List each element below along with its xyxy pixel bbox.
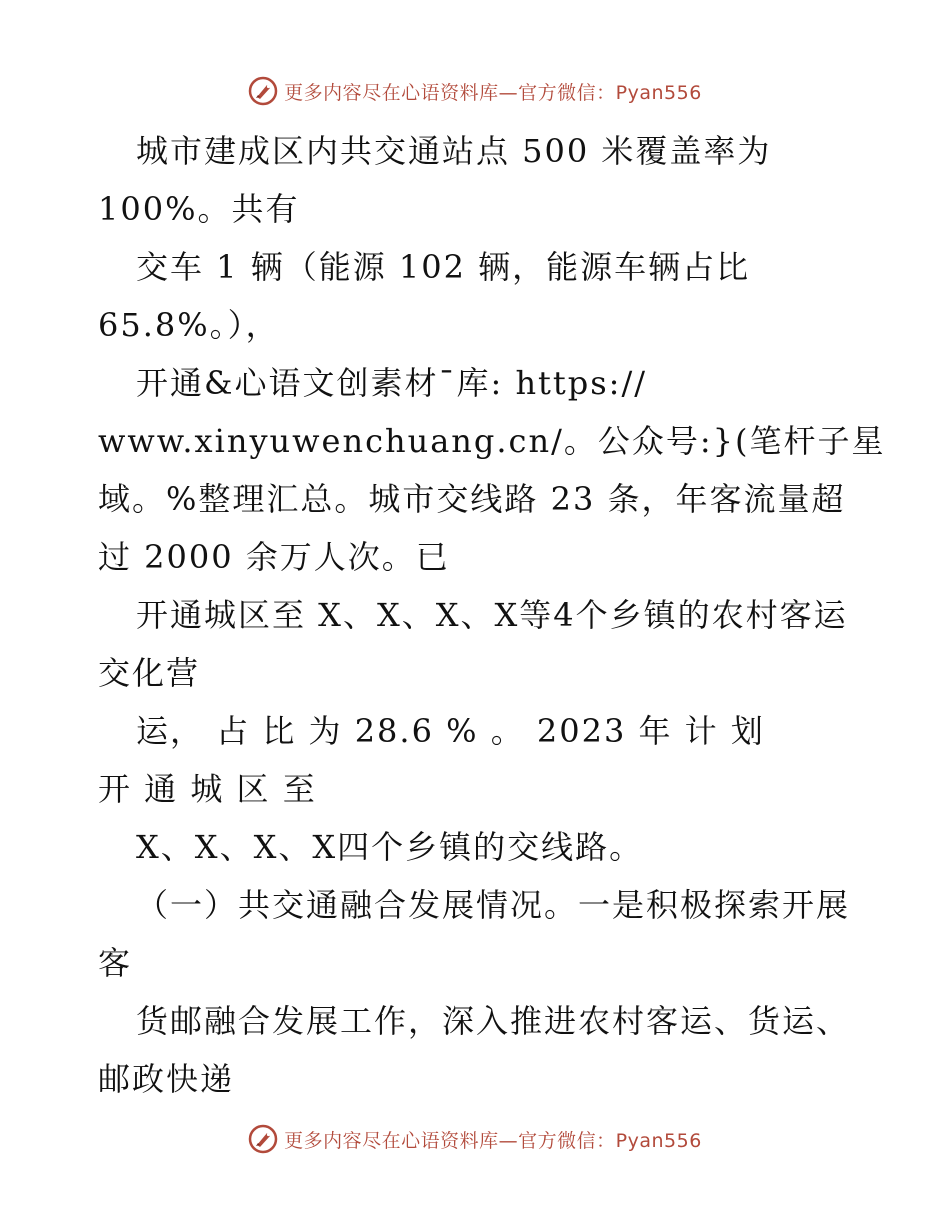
header-watermark-banner: [0, 76, 950, 106]
paragraph-line: X、X、X、X四个乡镇的交线路。: [136, 828, 644, 866]
document-body: [98, 122, 886, 1108]
paragraph-line: 邮政快递: [98, 1060, 235, 1098]
paragraph-line: 城市建成区内共交通站点 500 米覆盖率为: [136, 132, 772, 170]
paragraph-line: 运， 占 比 为 28.6 % 。 2023 年 计 划: [136, 712, 765, 750]
watermark-text: 更多内容尽在心语资料库—官方微信：Pyan556: [284, 81, 702, 104]
paragraph-line: 65.8%。），: [98, 306, 280, 344]
paragraph-line: 交车 1 辆（能源 102 辆，能源车辆占比: [136, 248, 751, 286]
paragraph-line: 客: [98, 944, 133, 982]
footer-watermark-banner: [0, 1124, 950, 1154]
paragraph-line: （一）共交通融合发展情况。一是积极探索开展: [136, 886, 851, 924]
paragraph-line: 交化营: [98, 654, 201, 692]
paragraph-line: www.xinyuwenchuang.cn/。公众号:}(笔杆子星: [98, 422, 886, 460]
paragraph-line: 开 通 城 区 至: [98, 770, 317, 808]
paragraph-line: 货邮融合发展工作，深入推进农村客运、货运、: [136, 1002, 851, 1040]
pen-nib-logo-icon: [248, 1124, 278, 1154]
pen-nib-logo-icon: [248, 76, 278, 106]
paragraph-line: 开通&心语文创素材¯库: https://: [136, 364, 648, 402]
paragraph-line: 域。%整理汇总。城市交线路 23 条，年客流量超: [98, 480, 846, 518]
paragraph-line: 过 2000 余万人次。已: [98, 538, 450, 576]
watermark-text: 更多内容尽在心语资料库—官方微信：Pyan556: [284, 1129, 702, 1152]
paragraph-line: 开通城区至 X、X、X、X等4个乡镇的农村客运: [136, 596, 848, 634]
paragraph-line: 100%。共有: [98, 190, 300, 228]
